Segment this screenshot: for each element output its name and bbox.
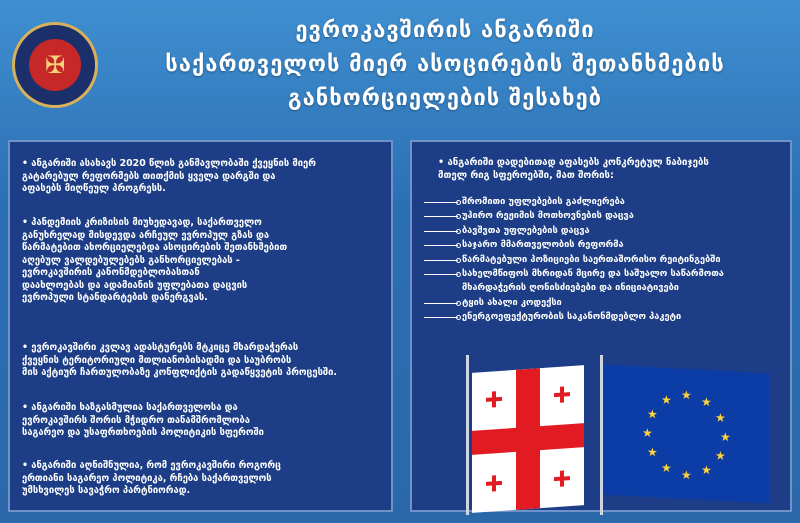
item-label: მხარდაჭერის ღონისძიებები და ინიციატივები	[462, 282, 679, 294]
left-block-2	[22, 217, 381, 305]
text-line: ევროპული სტანდარტების დანერგვას.	[22, 292, 208, 303]
bullet-line-icon	[424, 245, 458, 246]
text-line: • ანგარიში ასახავს 2020 წლის განმავლობაში ქვეყნის მიერ	[22, 158, 316, 169]
left-block-3	[22, 342, 381, 380]
list-item	[424, 267, 782, 281]
text-line: დაახლოებას და ადამიანის უფლებათა დაცვის	[22, 279, 248, 291]
item-label: ენერგოეფექტურობის საკანონმდებლო პაკეტი	[462, 311, 682, 323]
header	[0, 0, 800, 135]
text-line: ქვეყნის ტერიტორიული მთლიანობისადმი და საუბრობს	[22, 354, 292, 366]
list-item	[424, 195, 782, 209]
flag-pole	[466, 355, 469, 515]
list-item	[424, 224, 782, 238]
text-line: გატარებულ რეფორმებს თითქმის ყველა დარგში და	[22, 170, 276, 182]
mfa-logo	[12, 22, 98, 108]
text-line: უმსხვილეს სავაჭრო პარტნიორად.	[22, 485, 191, 496]
list-item	[424, 238, 782, 252]
item-label: ბავშვთა უფლებების დაცვა	[462, 224, 590, 236]
flag-pole	[600, 355, 603, 515]
text-line: • პანდემიის კრიზისის მიუხედავად, საქართველო	[22, 217, 262, 228]
right-intro	[438, 156, 776, 182]
bullet-line-icon	[424, 202, 458, 203]
bullet-line-icon	[424, 317, 458, 318]
text-line: • ევროკავშირი კვლავ ადასტურებს მტკიცე მხარდაჭერას	[22, 342, 299, 353]
list-item	[424, 209, 782, 223]
right-panel	[410, 140, 792, 512]
list-item	[424, 253, 782, 267]
bullet-line-icon	[424, 260, 458, 261]
title-line-1: ევროკავშირის ანგარიში	[295, 18, 595, 43]
title-line-3: განხორციელების შესახებ	[287, 86, 603, 111]
coat-of-arms-icon: ✠	[29, 39, 81, 91]
bullet-line-icon	[424, 231, 458, 232]
text-line: ერთიანი საგარეო პოლიტიკა, რჩება საქართველოს	[22, 472, 272, 484]
text-line: წარმატებით ახორციელებდა ასოცირების შეთანხმებით	[22, 242, 288, 253]
text-line: ევროკავშირს შორის მჭიდრო თანამშრომლობა	[22, 414, 250, 426]
item-label: ტყის ახალი კოდექსი	[462, 296, 562, 308]
item-label: სახელმწიფოს მხრიდან მცირე და საშუალო საწარმოთა	[462, 267, 724, 279]
achievement-list	[424, 195, 782, 325]
text-line: აფასებს მიღწეულ პროგრესს.	[22, 183, 166, 194]
left-block-1	[22, 158, 381, 196]
bullet-line-icon	[424, 303, 458, 304]
text-line: აღებულ ვალდებულებებს განხორციელებას -	[22, 254, 240, 266]
item-label: შრომითი უფლებების გაძლიერება	[462, 196, 625, 207]
text-line: • ანგარიში ხაზგასმულია საქართველოსა და	[22, 402, 238, 413]
flags	[464, 355, 774, 510]
left-panel	[8, 140, 393, 512]
bullet-line-icon	[424, 216, 458, 217]
text-line: ევროკავშირის კანონმდებლობასთან	[22, 267, 200, 278]
text-line: • ანგარიში დადებითად აფასებს კონკრეტულ ნაბიჯებს	[438, 157, 709, 168]
eu-flag: ★ ★ ★ ★ ★ ★ ★ ★ ★ ★ ★ ★	[604, 365, 769, 504]
bullet-line-icon	[424, 274, 458, 275]
page-title	[110, 14, 780, 116]
text-line: მის აქტიურ ჩართულობაზე კონფლიქტის გადაწყვეტის პროცესში.	[22, 367, 337, 378]
list-item-continued	[424, 281, 782, 295]
item-label: საჯარო მმართველობის რეფორმა	[462, 239, 624, 251]
text-line: • ანგარიში აღნიშნულია, რომ ევროკავშირი როგორც	[22, 460, 281, 471]
text-line: განუხრელად მისდევდა არჩეულ ევროპულ გზას და	[22, 229, 270, 241]
item-label: უპირო რეჟიმის მოთხოვნების დაცვა	[462, 210, 634, 222]
left-block-4	[22, 402, 381, 440]
text-line: მთელ რიგ სფეროებში, მათ შორის:	[438, 170, 614, 181]
georgia-flag	[472, 365, 584, 513]
left-block-5	[22, 460, 381, 498]
list-item	[424, 296, 782, 310]
text-line: საგარეო და უსაფრთხოების პოლიტიკის სფეროში	[22, 427, 264, 438]
title-line-2: საქართველოს მიერ ასოცირების შეთანხმების	[165, 52, 725, 77]
item-label: წარმატებული პოზიციები საერთაშორისო რეიტინგებში	[462, 253, 721, 265]
list-item	[424, 310, 782, 324]
